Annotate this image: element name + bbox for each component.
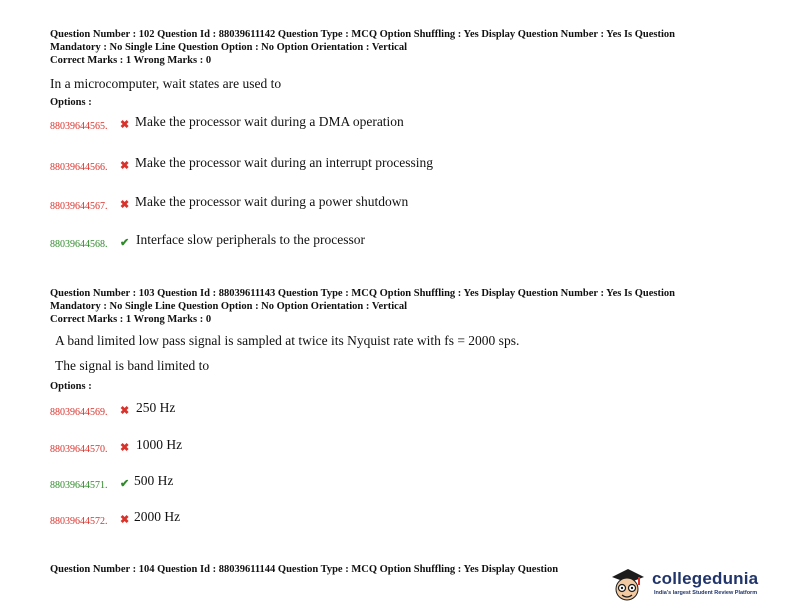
cross-icon: ✖: [120, 119, 130, 131]
logo-brand: collegedunia: [652, 569, 759, 588]
q102-meta-line1: Question Number : 102 Question Id : 88039611142 Question Type : MCQ Option Shuffling : Yes Display Question Number : Yes Is Question: [50, 29, 676, 40]
q102-option-2: [50, 155, 750, 173]
q103-meta-line2: Mandatory : No Single Line Question Option : No Option Orientation : Vertical: [50, 301, 408, 312]
q103-meta-line1: Question Number : 103 Question Id : 88039611143 Question Type : MCQ Option Shuffling : Yes Display Question Number : Yes Is Question: [50, 288, 676, 299]
q102-option-3: [50, 194, 750, 212]
q102-option-4: [50, 232, 750, 250]
q102-option-1: [50, 114, 750, 132]
q102-options-label: Options :: [50, 97, 92, 108]
q103-meta: [50, 287, 750, 326]
option-id: 88039644570.: [50, 444, 108, 455]
q103-question-text-line2: The signal is band limited to: [55, 358, 210, 373]
q103-marks: Correct Marks : 1 Wrong Marks : 0: [50, 314, 212, 325]
checkmark-icon: ✔: [120, 478, 130, 490]
option-id: 88039644568.: [50, 239, 108, 250]
q103-options-label: Options :: [50, 381, 92, 392]
option-id: 88039644572.: [50, 516, 108, 527]
q103-option-1: [50, 400, 750, 418]
option-id: 88039644565.: [50, 121, 108, 132]
option-text: Interface slow peripherals to the processor: [136, 232, 366, 247]
option-text: 1000 Hz: [136, 437, 183, 452]
cross-icon: ✖: [120, 514, 130, 526]
q103-option-4: [50, 509, 750, 527]
q103-question-text-line1: A band limited low pass signal is sampled at twice its Nyquist rate with fs = 2000 sps.: [55, 333, 520, 348]
mascot-icon: [608, 565, 646, 603]
q102-question-text: In a microcomputer, wait states are used to: [50, 76, 282, 91]
q102-meta: [50, 28, 750, 67]
q103-option-2: [50, 437, 750, 455]
checkmark-icon: ✔: [120, 237, 130, 249]
option-text: Make the processor wait during a power shutdown: [135, 194, 409, 209]
option-text: 500 Hz: [134, 473, 174, 488]
option-text: Make the processor wait during an interrupt processing: [135, 155, 434, 170]
cross-icon: ✖: [120, 405, 130, 417]
q102-meta-line2: Mandatory : No Single Line Question Option : No Option Orientation : Vertical: [50, 42, 408, 53]
option-id: 88039644566.: [50, 162, 108, 173]
option-text: 250 Hz: [136, 400, 176, 415]
cross-icon: ✖: [120, 199, 130, 211]
q104-meta-line1: Question Number : 104 Question Id : 88039611144 Question Type : MCQ Option Shuffling : Yes Display Question: [50, 564, 559, 575]
cross-icon: ✖: [120, 160, 130, 172]
option-id: 88039644571.: [50, 480, 108, 491]
q104-meta: [50, 563, 610, 576]
option-id: 88039644567.: [50, 201, 108, 212]
logo-tagline: India's largest Student Review Platform: [654, 590, 758, 596]
option-text: Make the processor wait during a DMA operation: [135, 114, 404, 129]
q103-option-3: [50, 473, 750, 491]
collegedunia-logo: [606, 563, 792, 609]
cross-icon: ✖: [120, 442, 130, 454]
q102-marks: Correct Marks : 1 Wrong Marks : 0: [50, 55, 212, 66]
option-id: 88039644569.: [50, 407, 108, 418]
option-text: 2000 Hz: [134, 509, 181, 524]
